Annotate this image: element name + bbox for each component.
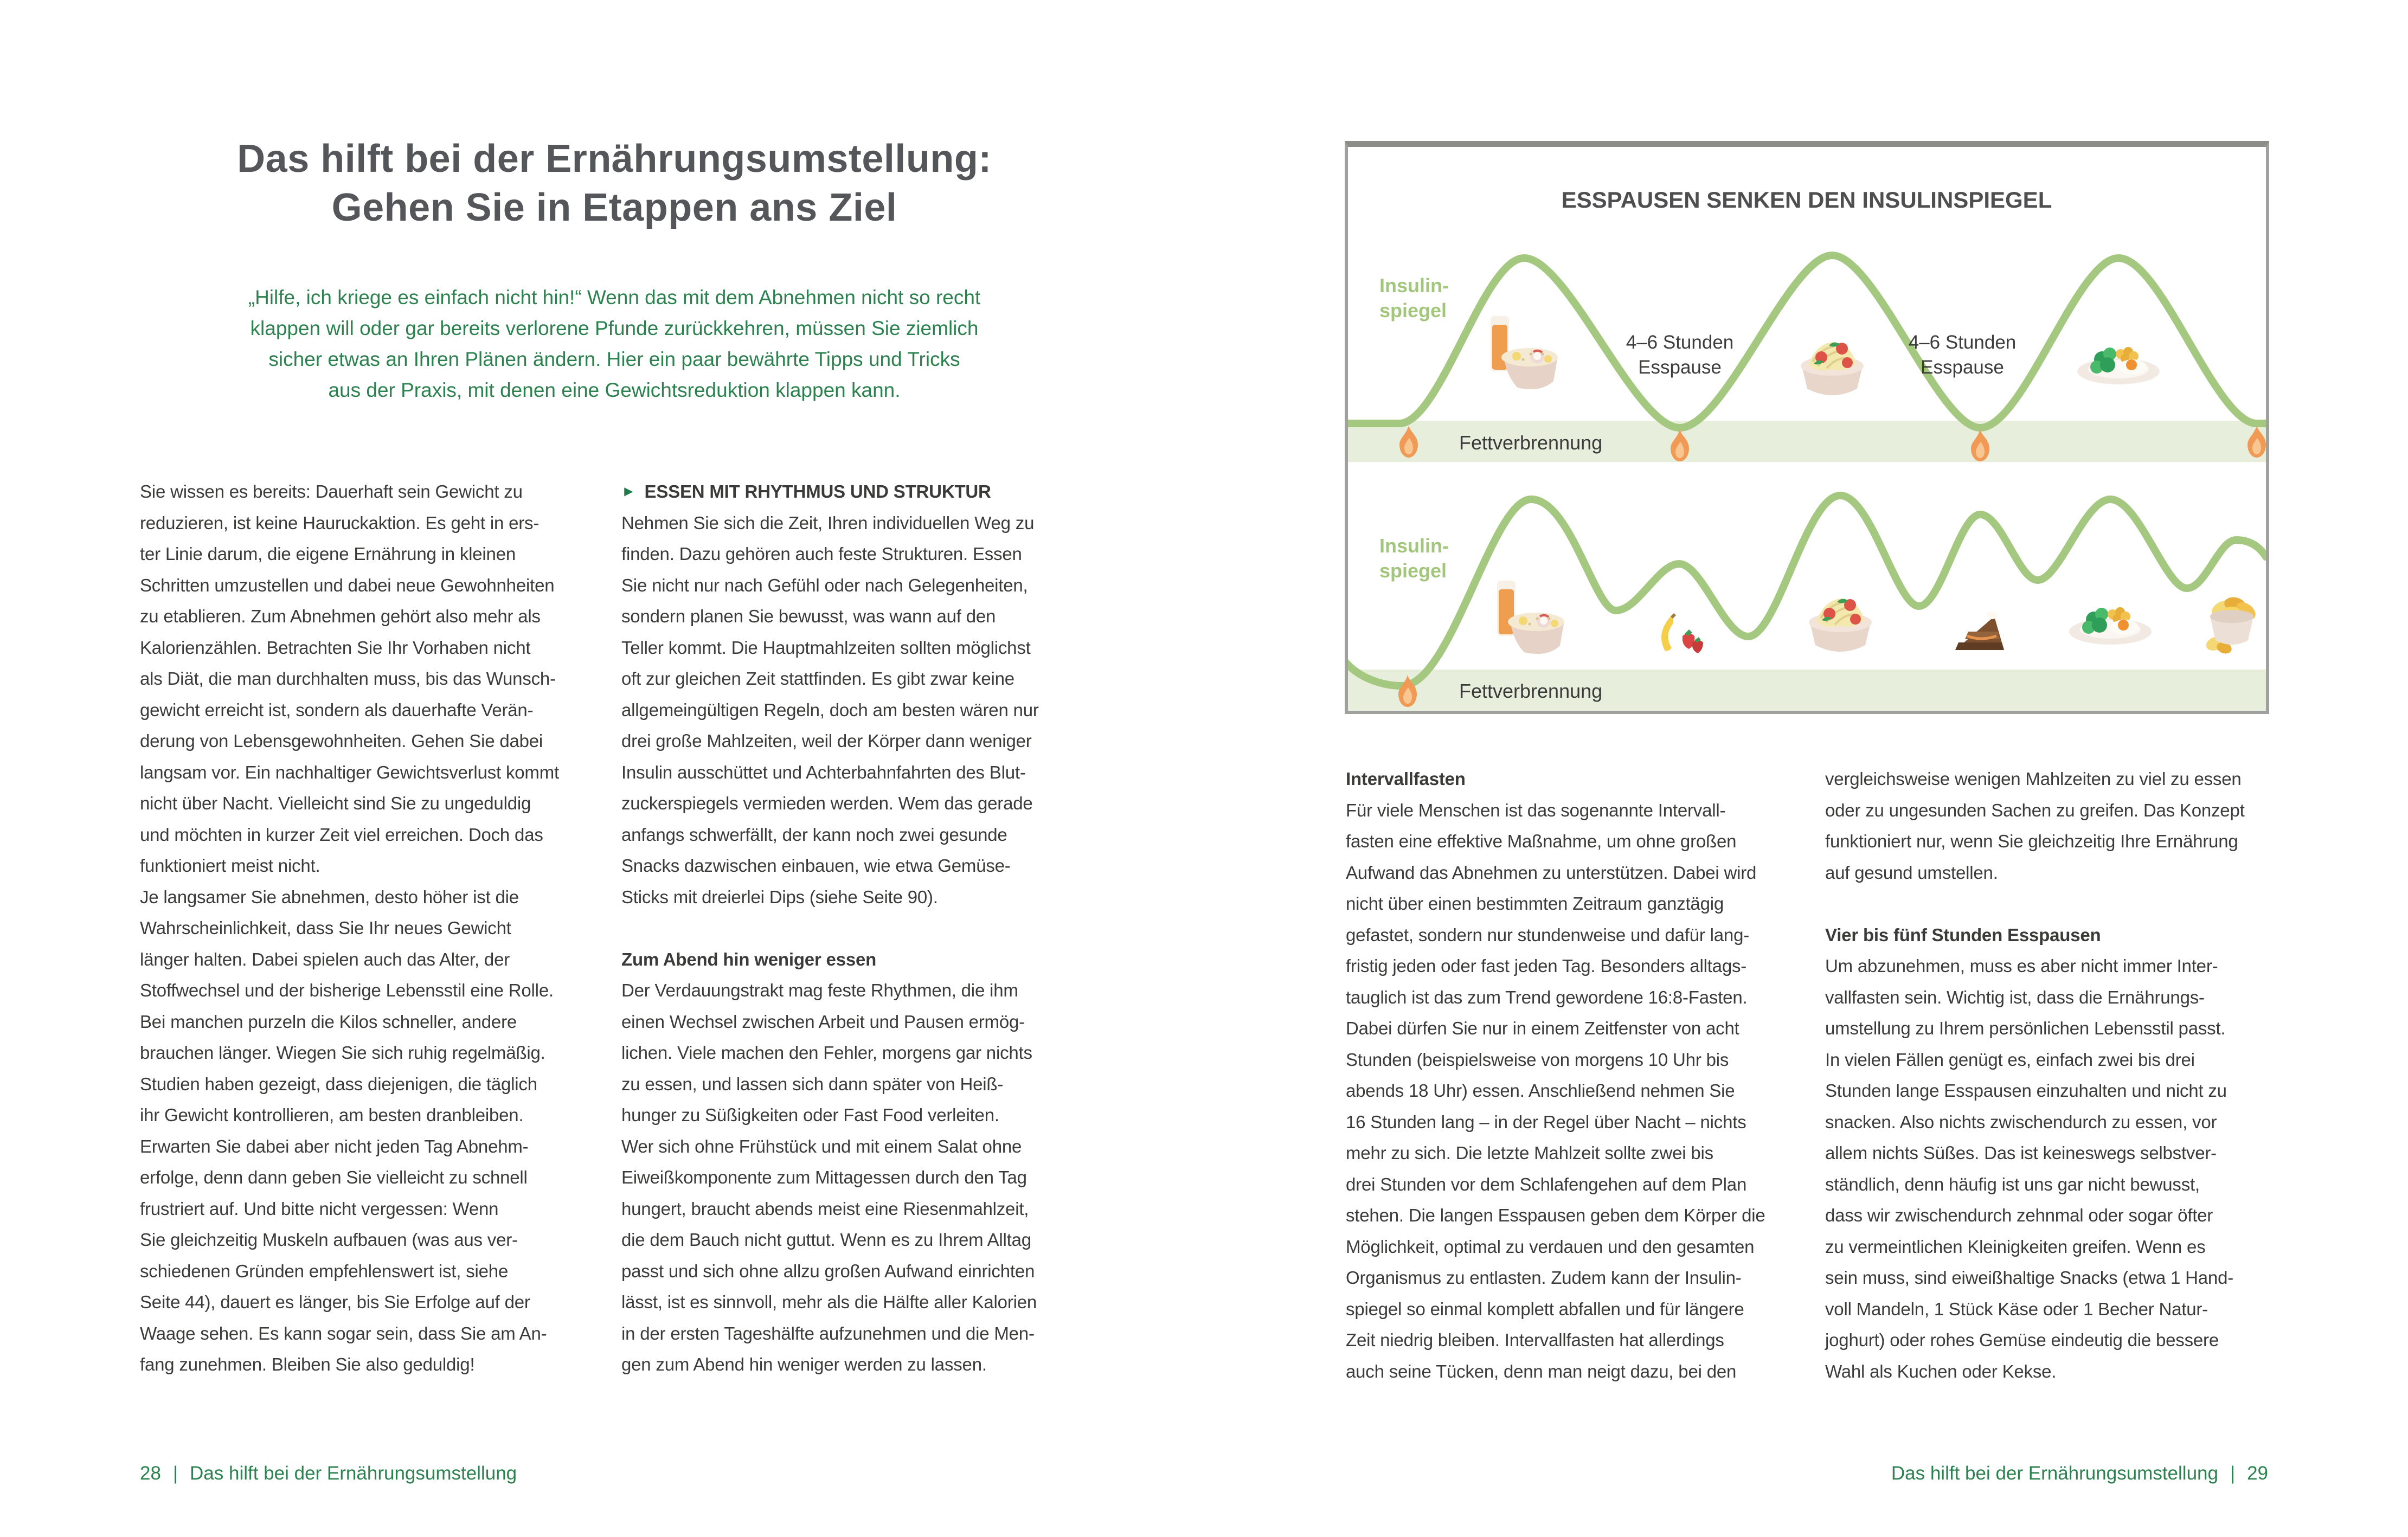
text-line: drei Stunden vor dem Schlafengehen auf dem Plan bbox=[1346, 1174, 1747, 1194]
text-line: Wahrscheinlichkeit, dass Sie Ihr neues Gewicht bbox=[140, 918, 511, 938]
page-number: 29 bbox=[2247, 1463, 2268, 1484]
body-column-4 bbox=[1825, 763, 2313, 1387]
subheading-line bbox=[621, 476, 1109, 507]
text-line: Schritten umzustellen und dabei neue Gewohnheiten bbox=[140, 575, 555, 595]
footer-separator: | bbox=[172, 1463, 178, 1484]
pause-label-2-line1: 4–6 Stunden bbox=[1908, 332, 2017, 353]
intro-line: klappen will oder gar bereits verlorene Pfunde zurückkehren, müssen Sie ziemlich bbox=[250, 317, 979, 339]
dinner-plate-icon bbox=[2069, 607, 2152, 645]
text-line: anfangs schwerfällt, der kann noch zwei gesunde bbox=[621, 824, 1007, 845]
text-line: Eiweißkomponente zum Mittagessen durch den Tag bbox=[621, 1167, 1027, 1187]
dinner-plate-icon bbox=[2077, 347, 2160, 384]
fat-burning-label-bottom: Fettverbrennung bbox=[1459, 680, 1603, 702]
text-line: Aufwand das Abnehmen zu unterstützen. Dabei wird bbox=[1346, 862, 1757, 883]
text-line: Zeit niedrig bleiben. Intervallfasten hat allerdings bbox=[1346, 1330, 1724, 1350]
text-line: Snacks dazwischen einbauen, wie etwa Gemüse- bbox=[621, 856, 1011, 876]
text-line: Insulin ausschüttet und Achterbahnfahrten des Blut- bbox=[621, 762, 1026, 782]
text-line: mehr zu sich. Die letzte Mahlzeit sollte zwei bis bbox=[1346, 1143, 1713, 1163]
text-line: frustriert auf. Und bitte nicht vergessen: Wenn bbox=[140, 1198, 499, 1219]
text-line: länger halten. Dabei spielen auch das Alter, der bbox=[140, 949, 510, 969]
text-line: fristig jeden oder fast jeden Tag. Besonders alltags- bbox=[1346, 956, 1747, 976]
text-line: oder zu ungesunden Sachen zu greifen. Das Konzept bbox=[1825, 800, 2245, 820]
text-line: zu essen, und lassen sich dann später von Heiß- bbox=[621, 1073, 1004, 1094]
text-line: Dabei dürfen Sie nur in einem Zeitfenster von acht bbox=[1346, 1018, 1739, 1038]
text-line: in der ersten Tageshälfte aufzunehmen und die Men- bbox=[621, 1323, 1035, 1343]
text-line: reduzieren, ist keine Hauruckaktion. Es geht in ers- bbox=[140, 512, 540, 533]
y-axis-label-top-line1: Insulin- bbox=[1379, 274, 1449, 297]
text-line: ständlich, denn häufig ist uns gar nicht bewusst, bbox=[1825, 1174, 2200, 1194]
text-line: zuckerspiegels vermieden werden. Wem das gerade bbox=[621, 793, 1033, 813]
text-line: allgemeingültigen Regeln, doch am besten wären nur bbox=[621, 699, 1039, 720]
text-line: lichen. Viele machen den Fehler, morgens gar nichts bbox=[621, 1043, 1032, 1063]
page-title-line1: Das hilft bei der Ernährungsumstellung: bbox=[237, 137, 992, 181]
text-line: Erwarten Sie dabei aber nicht jeden Tag Abnehm- bbox=[140, 1136, 529, 1156]
text-line: fang zunehmen. Bleiben Sie also geduldig! bbox=[140, 1354, 475, 1374]
page-number: 28 bbox=[140, 1463, 161, 1484]
text-line: funktioniert nur, wenn Sie gleichzeitig Ihre Ernährung bbox=[1825, 831, 2238, 851]
text-line: lässt, ist es sinnvoll, mehr als die Hälfte aller Kalorien bbox=[621, 1292, 1037, 1312]
text-line: Seite 44), dauert es länger, bis Sie Erfolge auf der bbox=[140, 1292, 530, 1312]
breakfast-icon bbox=[1491, 316, 1558, 389]
text-line: Nehmen Sie sich die Zeit, Ihren individuellen Weg zu bbox=[621, 512, 1035, 533]
text-line: einen Wechsel zwischen Arbeit und Pausen ermög- bbox=[621, 1011, 1025, 1032]
text-line: Für viele Menschen ist das sogenannte Intervall- bbox=[1346, 800, 1726, 820]
text-line: Stunden lange Esspausen einzuhalten und nicht zu bbox=[1825, 1081, 2227, 1101]
pasta-icon bbox=[1801, 342, 1864, 395]
footer-chapter-title: Das hilft bei der Ernährungsumstellung bbox=[1891, 1463, 2218, 1484]
text-line: zu vermeintlichen Kleinigkeiten greifen. Wenn es bbox=[1825, 1236, 2206, 1257]
blank-line bbox=[621, 912, 1109, 944]
text-line: als Diät, die man durchhalten muss, bis das Wunsch- bbox=[140, 668, 556, 689]
text-line: Sie nicht nur nach Gefühl oder nach Gelegenheiten, bbox=[621, 575, 1028, 595]
pause-label-1-line2: Esspause bbox=[1638, 357, 1722, 378]
text-line: finden. Dazu gehören auch feste Strukturen. Essen bbox=[621, 544, 1022, 564]
insulin-curve-regular-meals bbox=[1348, 255, 2266, 428]
breakfast-icon bbox=[1497, 581, 1564, 654]
text-line: In vielen Fällen genügt es, einfach zwei bis drei bbox=[1825, 1049, 2195, 1070]
text-line: spiegel so einmal komplett abfallen und für längere bbox=[1346, 1298, 1744, 1319]
text-line: langsam vor. Ein nachhaltiger Gewichtsverlust kommt bbox=[140, 762, 559, 782]
text-line: Bei manchen purzeln die Kilos schneller, andere bbox=[140, 1011, 517, 1032]
text-line: Waage sehen. Es kann sogar sein, dass Sie am An- bbox=[140, 1323, 547, 1343]
page-title-line2: Gehen Sie in Etappen ans Ziel bbox=[331, 186, 897, 229]
text-line: fasten eine effektive Maßnahme, um ohne großen bbox=[1346, 831, 1737, 851]
text-line: Studien haben gezeigt, dass diejenigen, die täglich bbox=[140, 1073, 537, 1094]
text-line: Kalorienzählen. Betrachten Sie Ihr Vorhaben nicht bbox=[140, 637, 531, 658]
text-line: nicht über einen bestimmten Zeitraum ganztägig bbox=[1346, 893, 1724, 914]
banana-strawberry-snack-icon bbox=[1661, 613, 1703, 653]
text-line: derung von Lebensgewohnheiten. Gehen Sie dabei bbox=[140, 731, 543, 751]
subheading-text: ESSEN MIT RHYTHMUS UND STRUKTUR bbox=[644, 481, 991, 501]
cake-slice-icon bbox=[1955, 612, 2004, 650]
text-line: Teller kommt. Die Hauptmahlzeiten sollten möglichst bbox=[621, 637, 1031, 658]
fat-burning-label-top: Fettverbrennung bbox=[1459, 432, 1603, 454]
text-line: ter Linie darum, die eigene Ernährung in kleinen bbox=[140, 544, 516, 564]
subheading-line: Intervallfasten bbox=[1346, 769, 1466, 789]
text-line: funktioniert meist nicht. bbox=[140, 856, 320, 876]
text-line: drei große Mahlzeiten, weil der Körper dann weniger bbox=[621, 731, 1032, 751]
text-line: voll Mandeln, 1 Stück Käse oder 1 Becher Natur- bbox=[1825, 1298, 2208, 1319]
blank-line bbox=[1825, 888, 2313, 919]
footer-separator: | bbox=[2230, 1463, 2236, 1484]
text-line: hungert, braucht abends meist eine Riesenmahlzeit, bbox=[621, 1198, 1029, 1219]
body-column-3 bbox=[1346, 763, 1834, 1387]
text-line: 16 Stunden lang – in der Regel über Nacht – nichts bbox=[1346, 1111, 1746, 1132]
text-line: joghurt) oder rohes Gemüse eindeutig die bessere bbox=[1825, 1330, 2219, 1350]
text-line: dass wir zwischendurch zehnmal oder sogar öfter bbox=[1825, 1205, 2213, 1225]
text-line: oft zur gleichen Zeit stattfinden. Es gibt zwar keine bbox=[621, 668, 1014, 689]
text-line: die dem Bauch nicht guttut. Wenn es zu Ihrem Alltag bbox=[621, 1230, 1031, 1250]
subheading-line: Zum Abend hin weniger essen bbox=[621, 949, 877, 969]
text-line: Wer sich ohne Frühstück und mit einem Salat ohne bbox=[621, 1136, 1022, 1156]
text-line: und möchten in kurzer Zeit viel erreichen. Doch das bbox=[140, 824, 543, 845]
footer-right bbox=[1891, 1463, 2268, 1484]
text-line: Der Verdauungstrakt mag feste Rhythmen, die ihm bbox=[621, 980, 1018, 1000]
text-line: vallfasten sein. Wichtig ist, dass die Ernährungs- bbox=[1825, 987, 2205, 1007]
pause-label-2-line2: Esspause bbox=[1921, 357, 2004, 378]
text-line: Organismus zu entlasten. Zudem kann der Insulin- bbox=[1346, 1268, 1742, 1288]
footer-left bbox=[140, 1463, 517, 1484]
text-line: ihr Gewicht kontrollieren, am besten dranbleiben. bbox=[140, 1105, 524, 1125]
text-line: Sie wissen es bereits: Dauerhaft sein Gewicht zu bbox=[140, 481, 523, 501]
text-line: tauglich ist das zum Trend gewordene 16:8-Fasten. bbox=[1346, 987, 1748, 1007]
y-axis-label-top-line2: spiegel bbox=[1379, 299, 1447, 321]
text-line: gen zum Abend hin weniger werden zu lassen. bbox=[621, 1354, 987, 1374]
text-line: vergleichsweise wenigen Mahlzeiten zu viel zu essen bbox=[1825, 769, 2242, 789]
text-line: erfolge, denn dann geben Sie vielleicht zu schnell bbox=[140, 1167, 528, 1187]
text-line: hunger zu Süßigkeiten oder Fast Food verleiten. bbox=[621, 1105, 999, 1125]
text-line: gewicht erreicht ist, sondern als dauerhafte Verän- bbox=[140, 699, 534, 720]
text-line: gefastet, sondern nur stundenweise und dafür lang- bbox=[1346, 924, 1750, 945]
text-line: Stoffwechsel und der bisherige Lebensstil eine Rolle. bbox=[140, 980, 554, 1000]
body-column-1 bbox=[140, 476, 628, 1380]
pause-label-1-line1: 4–6 Stunden bbox=[1626, 332, 1734, 353]
text-line: Stunden (beispielsweise von morgens 10 Uhr bis bbox=[1346, 1049, 1729, 1070]
footer-chapter-title: Das hilft bei der Ernährungsumstellung bbox=[190, 1463, 517, 1484]
text-line: Sticks mit dreierlei Dips (siehe Seite 90). bbox=[621, 886, 938, 907]
intro-line: „Hilfe, ich kriege es einfach nicht hin!“ Wenn das mit dem Abnehmen nicht so recht bbox=[248, 286, 981, 308]
insulin-chart-svg bbox=[1348, 147, 2266, 711]
text-line: nicht über Nacht. Vielleicht sind Sie zu ungeduldig bbox=[140, 793, 531, 813]
text-line: stehen. Die langen Esspausen geben dem Körper die bbox=[1346, 1205, 1765, 1225]
arrow-right-icon: ► bbox=[621, 483, 636, 499]
text-line: passt und sich ohne allzu großen Aufwand einrichten bbox=[621, 1261, 1035, 1281]
intro-line: aus der Praxis, mit denen eine Gewichtsreduktion klappen kann. bbox=[328, 379, 901, 401]
text-line: Möglichkeit, optimal zu verdauen und den gesamten bbox=[1346, 1236, 1755, 1257]
insulin-curve-with-snacks bbox=[1348, 496, 2266, 686]
text-line: sein muss, sind eiweißhaltige Snacks (etwa 1 Hand- bbox=[1825, 1268, 2234, 1288]
insulin-chart bbox=[1345, 141, 2269, 714]
text-line: abends 18 Uhr) essen. Anschließend nehmen Sie bbox=[1346, 1081, 1735, 1101]
text-line: Sie gleichzeitig Muskeln aufbauen (was aus ver- bbox=[140, 1230, 518, 1250]
text-line: schiedenen Gründen empfehlenswert ist, siehe bbox=[140, 1261, 509, 1281]
text-line: umstellung zu Ihrem persönlichen Lebensstil passt. bbox=[1825, 1018, 2226, 1038]
subheading-line: Vier bis fünf Stunden Esspausen bbox=[1825, 924, 2101, 945]
text-line: Wahl als Kuchen oder Kekse. bbox=[1825, 1361, 2057, 1381]
text-line: snacken. Also nichts zwischendurch zu essen, vor bbox=[1825, 1111, 2217, 1132]
intro-paragraph bbox=[99, 282, 1129, 406]
text-line: sondern planen Sie bewusst, was wann auf den bbox=[621, 606, 996, 626]
pasta-icon bbox=[1809, 599, 1872, 652]
chart-title: ESSPAUSEN SENKEN DEN INSULINSPIEGEL bbox=[1561, 187, 2052, 213]
text-line: brauchen länger. Wiegen Sie sich ruhig regelmäßig. bbox=[140, 1043, 545, 1063]
chips-bowl-icon bbox=[2204, 595, 2259, 655]
page-title bbox=[72, 134, 1157, 232]
y-axis-label-bottom-line2: spiegel bbox=[1379, 560, 1447, 582]
text-line: zu etablieren. Zum Abnehmen gehört also mehr als bbox=[140, 606, 541, 626]
body-column-2 bbox=[621, 476, 1109, 1380]
text-line: auch seine Tücken, denn man neigt dazu, bei den bbox=[1346, 1361, 1737, 1381]
text-line: auf gesund umstellen. bbox=[1825, 862, 1998, 883]
intro-line: sicher etwas an Ihren Plänen ändern. Hier ein paar bewährte Tipps und Tricks bbox=[268, 348, 960, 370]
text-line: Je langsamer Sie abnehmen, desto höher ist die bbox=[140, 886, 519, 907]
text-line: Um abzunehmen, muss es aber nicht immer Inter- bbox=[1825, 956, 2218, 976]
y-axis-label-bottom-line1: Insulin- bbox=[1379, 535, 1449, 557]
text-line: allem nichts Süßes. Das ist keineswegs selbstver- bbox=[1825, 1143, 2217, 1163]
